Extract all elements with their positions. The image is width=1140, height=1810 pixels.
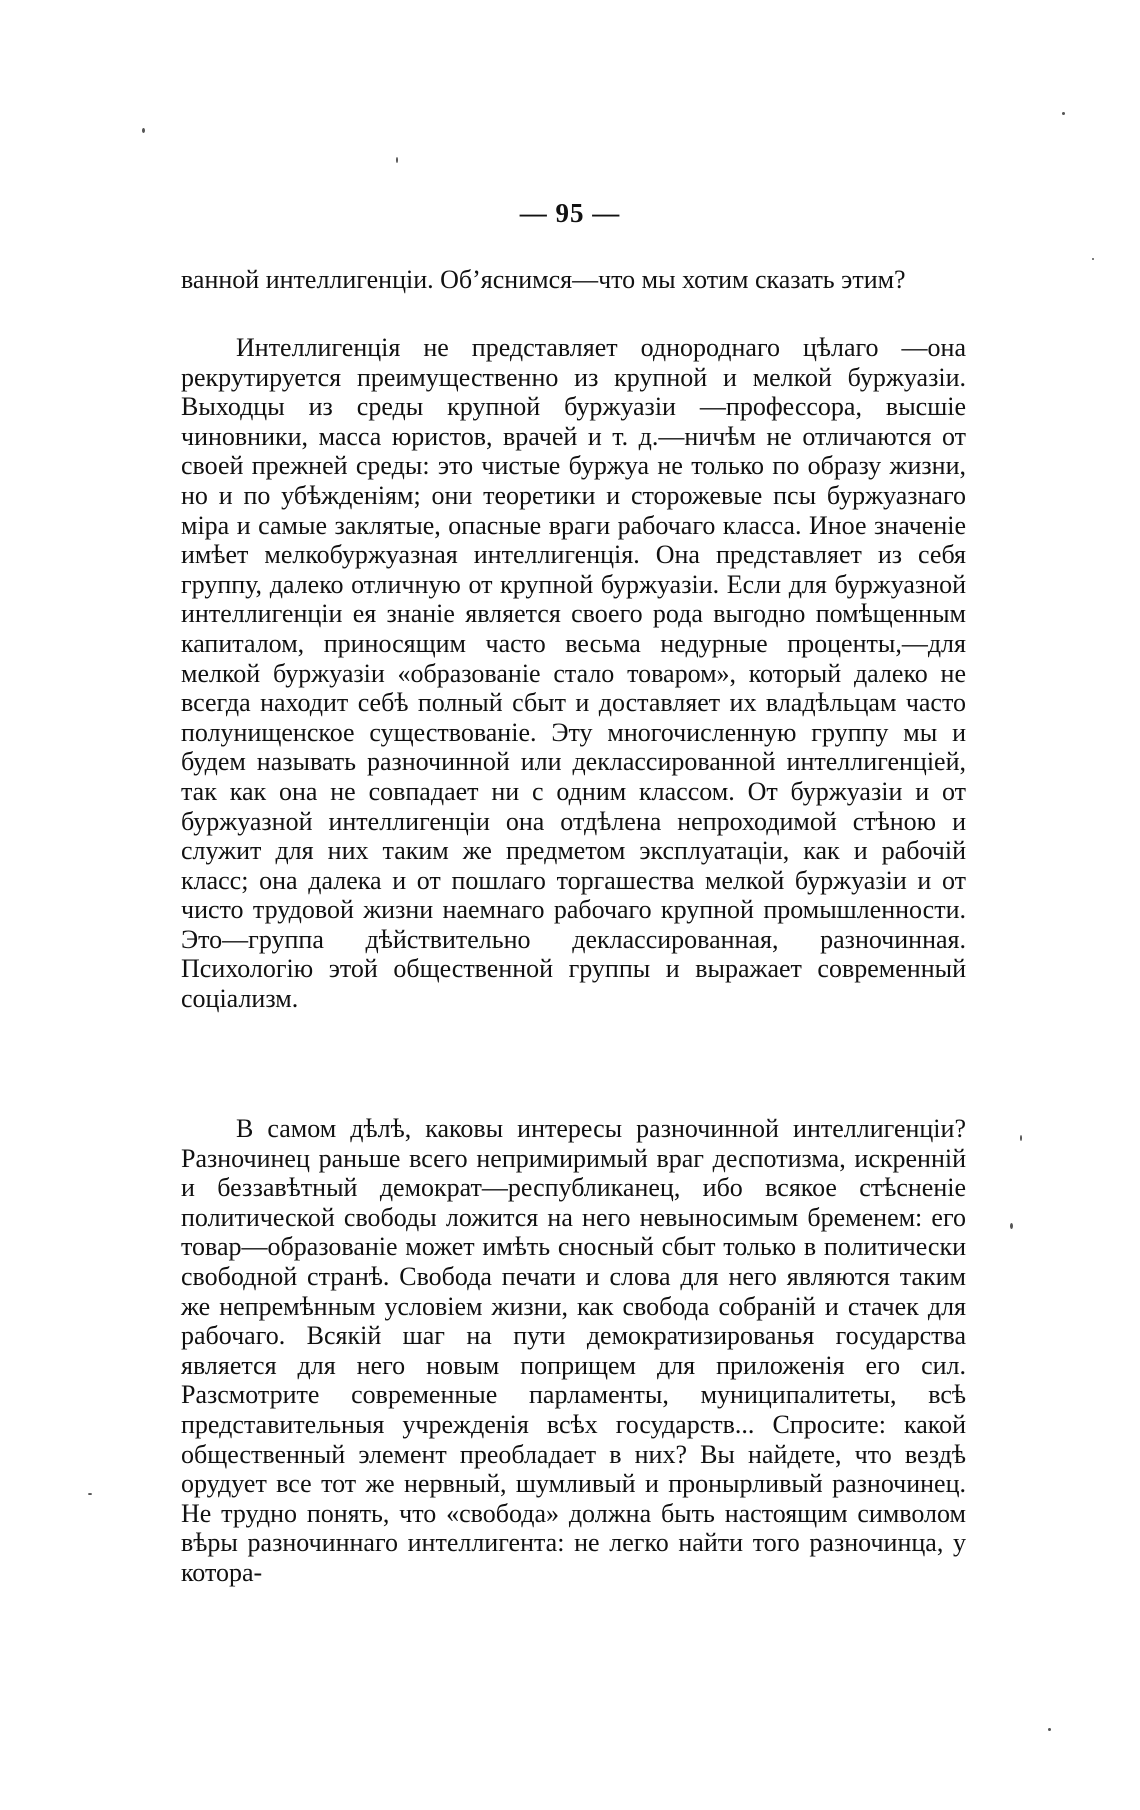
paragraph-3: В самом дѣлѣ, каковы интересы разночинной интеллигенціи? Разночинец раньше всего непримиримый враг деспотизма, искренній и беззавѣтный демократ—республиканец, ибо всякое стѣсненіе политической свободы ложится на него невыносимым бременем: его товар—образованіе может имѣть сносный сбыт только в политически свободной странѣ. Свобода печати и слова для него являются таким же непремѣнным условіем жизни, как свобода собраній и стачек для рабочаго. Всякій шаг на пути демократизированья государства является для него новым поприщем для приложенія его сил. Разсмотрите современные парламенты, муниципалитеты, всѣ представительныя учрежденія всѣх государств... Спросите: какой общественный элемент преобладает в них? Вы найдете, что вездѣ орудует все тот же нервный, шумливый и пронырливый разночинец. Не трудно понять, что «свобода» должна быть настоящим символом вѣры разночиннаго интеллигента: не легко найти того разночинца, у котора- (181, 1114, 966, 1587)
scan-speck (1010, 1223, 1013, 1229)
paragraph-2: Интеллигенція не представляет однороднаго цѣлаго —она рекрутируется преимущественно из крупной и мелкой буржуазіи. Выходцы из среды крупной буржуазіи —профессора, высшіе чиновники, масса юристов, врачей и т. д.—ничѣм не отличаются от своей прежней среды: это чистые буржуа не только по образу жизни, но и по убѣжденіям; они теоретики и сторожевые псы буржуазнаго міра и самые заклятые, опасные враги рабочаго класса. Иное значеніе имѣет мелкобуржуазная интеллигенція. Она представляет из себя группу, далеко отличную от крупной буржуазіи. Если для буржуазной интеллигенціи ея знаніе является своего рода выгодно помѣщенным капиталом, приносящим часто весьма недурные проценты,—для мелкой буржуазіи «образованіе стало товаром», который далеко не всегда находит себѣ полный сбыт и доставляет их владѣльцам часто полунищенское существованіе. Эту многочисленную группу мы и будем называть разночинной или деклассированной интеллигенціей, так как она не совпадает ни с одним классом. От буржуазіи и от буржуазной интеллигенціи она отдѣлена непроходимой стѣною и служит для них таким же предметом эксплуатаціи, как и рабочій класс; она далека и от пошлаго торгашества мелкой буржуазіи и от чисто трудовой жизни наемнаго рабочаго крупной промышленности. Это—группа дѣйствительно деклассированная, разночинная. Психологію этой общественной группы и выражает современный соціализм. (181, 333, 966, 1014)
scan-speck (1020, 1135, 1022, 1141)
page-number: — 95 — (519, 198, 621, 228)
paragraph-1: ванной интеллигенціи. Об’яснимся—что мы хотим сказать этим? (181, 265, 906, 294)
scan-speck (1092, 258, 1094, 260)
scan-speck (396, 157, 398, 163)
scan-speck (142, 128, 145, 133)
scan-speck (1048, 1728, 1051, 1731)
scan-speck (1062, 112, 1065, 115)
scan-speck (88, 1493, 92, 1495)
